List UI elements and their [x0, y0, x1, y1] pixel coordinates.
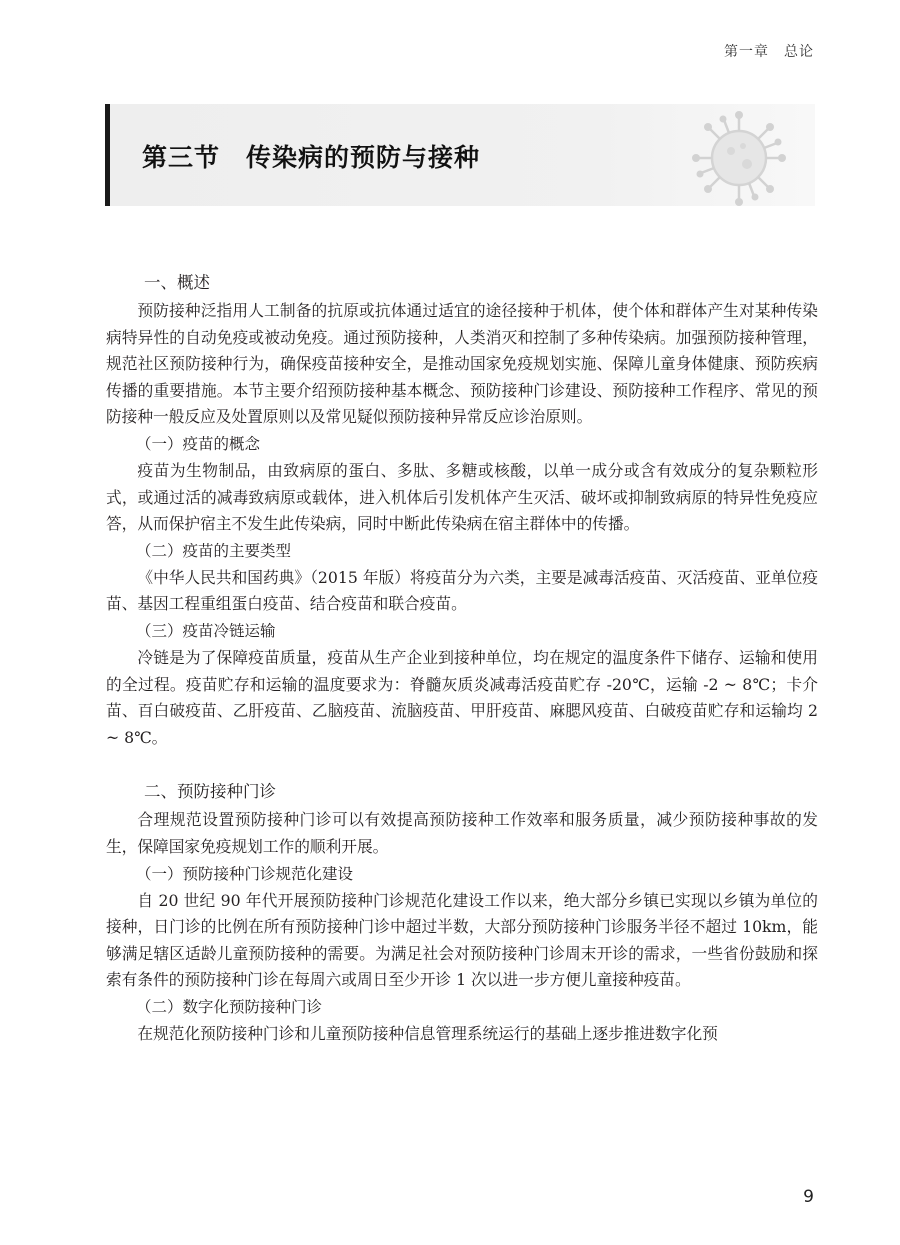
banner-accent-bar — [105, 104, 110, 206]
paragraph-vaccine-types: 《中华人民共和国药典》（2015 年版）将疫苗分为六类，主要是减毒活疫苗、灭活疫苗、亚单位疫苗、基因工程重组蛋白疫苗、结合疫苗和联合疫苗。 — [106, 567, 818, 614]
page-number: 9 — [803, 1187, 814, 1207]
paragraph-standardization: 自 20 世纪 90 年代开展预防接种门诊规范化建设工作以来，绝大部分乡镇已实现以乡镇为单位的接种，日门诊的比例在所有预防接种门诊中超过半数，大部分预防接种门诊服务半径不超过 10km，能够满足辖区适龄儿童预防接种的需要。为满足社会对预防接种门诊周末开诊的需求，一些省份鼓励和探索有条件的预防接种门诊在每周六或周日至少开诊 1 次以进一步方便儿童接种疫苗。 — [106, 890, 818, 990]
subheading-vaccine-types: （二）疫苗的主要类型 — [136, 541, 292, 560]
subheading-vaccine-concept: （一）疫苗的概念 — [136, 434, 261, 453]
heading-overview: 一、概述 — [144, 273, 210, 292]
subheading-standardization: （一）预防接种门诊规范化建设 — [136, 864, 354, 883]
body-text — [106, 268, 818, 1047]
heading-clinic: 二、预防接种门诊 — [144, 782, 276, 802]
paragraph-digital: 在规范化预防接种门诊和儿童预防接种信息管理系统运行的基础上逐步推进数字化预 — [137, 1023, 718, 1043]
paragraph-cold-chain: 冷链是为了保障疫苗质量，疫苗从生产企业到接种单位，均在规定的温度条件下储存、运输和使用的全过程。疫苗贮存和运输的温度要求为：脊髓灰质炎减毒活疫苗贮存 -20℃，运输 -2 ~ 8℃；卡介苗、百白破疫苗、乙肝疫苗、乙脑疫苗、流脑疫苗、甲肝疫苗、麻腮风疫苗、白破疫苗贮存和运输均 2 ~ 8℃。 — [106, 647, 818, 747]
running-head: 第一章 总论 — [724, 44, 814, 60]
section-title: 第三节 传染病的预防与接种 — [142, 143, 481, 172]
virus-icon — [673, 106, 803, 206]
subheading-digital: （二）数字化预防接种门诊 — [136, 997, 323, 1016]
paragraph-clinic: 合理规范设置预防接种门诊可以有效提高预防接种工作效率和服务质量，减少预防接种事故的发生，保障国家免疫规划工作的顺利开展。 — [106, 810, 818, 856]
paragraph-overview: 预防接种泛指用人工制备的抗原或抗体通过适宜的途径接种于机体，使个体和群体产生对某种传染病特异性的自动免疫或被动免疫。通过预防接种，人类消灭和控制了多种传染病。加强预防接种管理，规范社区预防接种行为，确保疫苗接种安全，是推动国家免疫规划实施、保障儿童身体健康、预防疾病传播的重要措施。本节主要介绍预防接种基本概念、预防接种门诊建设、预防接种工作程序、常见的预防接种一般反应及处置原则以及常见疑似预防接种异常反应诊治原则。 — [106, 301, 818, 427]
paragraph-vaccine-concept: 疫苗为生物制品，由致病原的蛋白、多肽、多糖或核酸，以单一成分或含有效成分的复杂颗粒形式，或通过活的减毒致病原或载体，进入机体后引发机体产生灭活、破坏或抑制致病原的特异性免疫应答，从而保护宿主不发生此传染病，同时中断此传染病在宿主群体中的传播。 — [106, 460, 818, 534]
subheading-cold-chain: （三）疫苗冷链运输 — [136, 621, 276, 640]
section-banner — [105, 104, 815, 206]
